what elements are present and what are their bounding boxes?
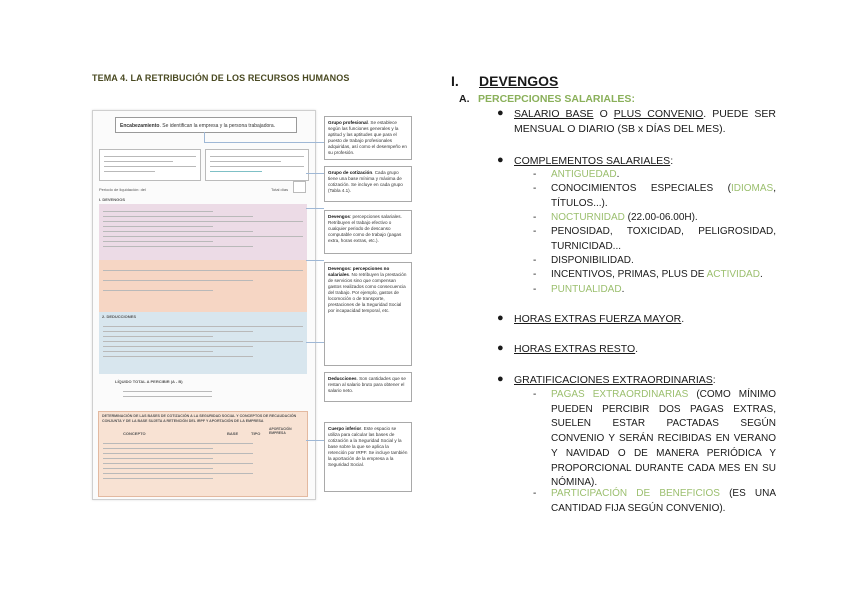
- salariales-band: [99, 204, 307, 260]
- bases-cotizacion-band: [98, 411, 308, 497]
- dash: -: [533, 389, 537, 400]
- dash: -: [533, 488, 537, 499]
- complemento-item: PENOSIDAD, TOXICIDAD, PELIGROSIDAD, TURNICIDAD...: [551, 226, 776, 252]
- annotation-cuerpo-inferior: Cuerpo inferior. Este espacio se utiliza para calcular las bases de cotización a la Seguridad Social y la base sobre la que se aplica la retención por IRPF. Se incluye también la aportación de la empresa a la Seguridad Social.: [324, 422, 412, 492]
- payslip-figure: [92, 110, 420, 506]
- complemento-item: INCENTIVOS, PRIMAS, PLUS DE ACTIVIDAD.: [551, 269, 763, 280]
- bullet: ●: [497, 312, 504, 324]
- bullet: ●: [497, 154, 504, 166]
- connector: [306, 440, 324, 441]
- annotation-grupo-profesional: Grupo profesional. Se establece según las funciones generales y la aptitud y las aptitudes que para el puesto de trabajo profesionales adquiridas, así como el desempeño en su profesión.: [324, 116, 412, 160]
- connector: [204, 142, 324, 143]
- base-label: BASE: [227, 431, 239, 436]
- complemento-item: DISPONIBILIDAD.: [551, 255, 634, 266]
- concepto-label: CONCEPTO: [123, 431, 146, 436]
- dash: -: [533, 255, 537, 266]
- item-salario-base: SALARIO BASE O PLUS CONVENIO. PUEDE SER MENSUAL O DIARIO (SB x DÍAS DEL MES).: [514, 108, 776, 135]
- encabezamiento-text: . Se identifican la empresa y la persona trabajadora.: [159, 123, 276, 129]
- dash: -: [533, 169, 537, 180]
- payslip-sheet: [92, 110, 316, 500]
- dash: -: [533, 269, 537, 280]
- aportacion-label: APORTACIÓN EMPRESA: [269, 427, 292, 435]
- gratificacion-item: PAGAS EXTRAORDINARIAS (COMO MÍNIMO PUEDEN PERCIBIR DOS PAGAS EXTRAS, SUELEN ESTAR PACTADAS SEGÚN CONVENIO Y SERÁN RECIBIDAS EN VERANO Y NAVIDAD O DE MANERA PERIÓDICA Y PROPORCIONAL DURANTE CADA MES EN SU NÓMINA).: [551, 389, 776, 489]
- connector: [306, 173, 324, 174]
- gratificacion-item: PARTICIPACIÓN DE BENEFICIOS (ES UNA CANTIDAD FIJA SEGÚN CONVENIO).: [551, 488, 777, 514]
- item-horas-extras-fuerza-mayor: HORAS EXTRAS FUERZA MAYOR.: [514, 313, 685, 325]
- annotation-grupo-cotizacion: Grupo de cotización. Cada grupo tiene una base mínima y máxima de cotización. Se incluye en cada grupo (Tabla 4.1).: [324, 166, 412, 202]
- no-salariales-band: [99, 260, 307, 312]
- periodo-label: Periodo de liquidación: del: [99, 187, 146, 192]
- worker-box: [205, 149, 309, 181]
- bullet: ●: [497, 373, 504, 385]
- bullet: ●: [497, 107, 504, 119]
- company-box: [99, 149, 201, 181]
- topic-title: TEMA 4. LA RETRIBUCIÓN DE LOS RECURSOS HUMANOS: [92, 73, 350, 83]
- dash: -: [533, 284, 537, 295]
- item-gratificaciones: GRATIFICACIONES EXTRAORDINARIAS:: [514, 374, 716, 386]
- deducciones-label: 2. DEDUCCIONES: [102, 314, 137, 319]
- complemento-item: NOCTURNIDAD (22.00-06.00H).: [551, 212, 698, 223]
- connector: [204, 132, 205, 142]
- dash: -: [533, 226, 537, 237]
- dash: -: [533, 212, 537, 223]
- total-dias-label: Total días: [271, 187, 289, 192]
- complemento-item: PUNTUALIDAD.: [551, 284, 625, 295]
- item-horas-extras-resto: HORAS EXTRAS RESTO.: [514, 343, 639, 355]
- devengos-label: I. DEVENGOS: [99, 197, 126, 202]
- section-heading: I. DEVENGOS: [451, 73, 559, 89]
- subsection-heading: A. PERCEPCIONES SALARIALES:: [459, 93, 635, 105]
- connector: [306, 260, 324, 261]
- total-dias-box: [293, 181, 306, 193]
- annotation-devengos-salariales: Devengos: percepciones salariales. Retribuyen el trabajo efectivo o cualquier periodo de descanso computable como de trabajo (pagas extra, horas extras, etc.).: [324, 210, 412, 254]
- connector: [306, 208, 324, 209]
- tipo-label: TIPO: [251, 431, 261, 436]
- deducciones-band: [99, 312, 307, 374]
- complemento-item: CONOCIMIENTOS ESPECIALES (IDIOMAS, TÍTULOS...).: [551, 183, 776, 209]
- encabezamiento-callout: [115, 117, 297, 133]
- complemento-item: ANTIGUEDAD.: [551, 169, 620, 180]
- bullet: ●: [497, 342, 504, 354]
- annotation-devengos-no-salariales: Devengos: percepciones no salariales. No retribuyen la prestación de servicios sino que compensan gastos realizados como consecuencia del trabajo. Por ejemplo, gastos de locomoción o de transporte, prestaciones de la Seguridad Social por incapacidad temporal, etc.: [324, 262, 412, 366]
- annotation-deducciones: Deducciones. Son cantidades que se restan al salario bruto para obtener el salario neto.: [324, 372, 412, 402]
- bases-header: DETERMINACIÓN DE LAS BASES DE COTIZACIÓN A LA SEGURIDAD SOCIAL Y CONCEPTOS DE RECAUDACIÓN CONJUNTA Y DE LA BASE SUJETA A RETENCIÓN DEL IRPF Y APORTACIÓN DE LA EMPRESA: [102, 414, 297, 423]
- dash: -: [533, 183, 537, 194]
- item-complementos: COMPLEMENTOS SALARIALES:: [514, 155, 674, 167]
- connector: [306, 342, 324, 343]
- encabezamiento-label: Encabezamiento: [120, 123, 160, 129]
- liquido-label: LÍQUIDO TOTAL A PERCIBIR (A - B): [115, 379, 183, 384]
